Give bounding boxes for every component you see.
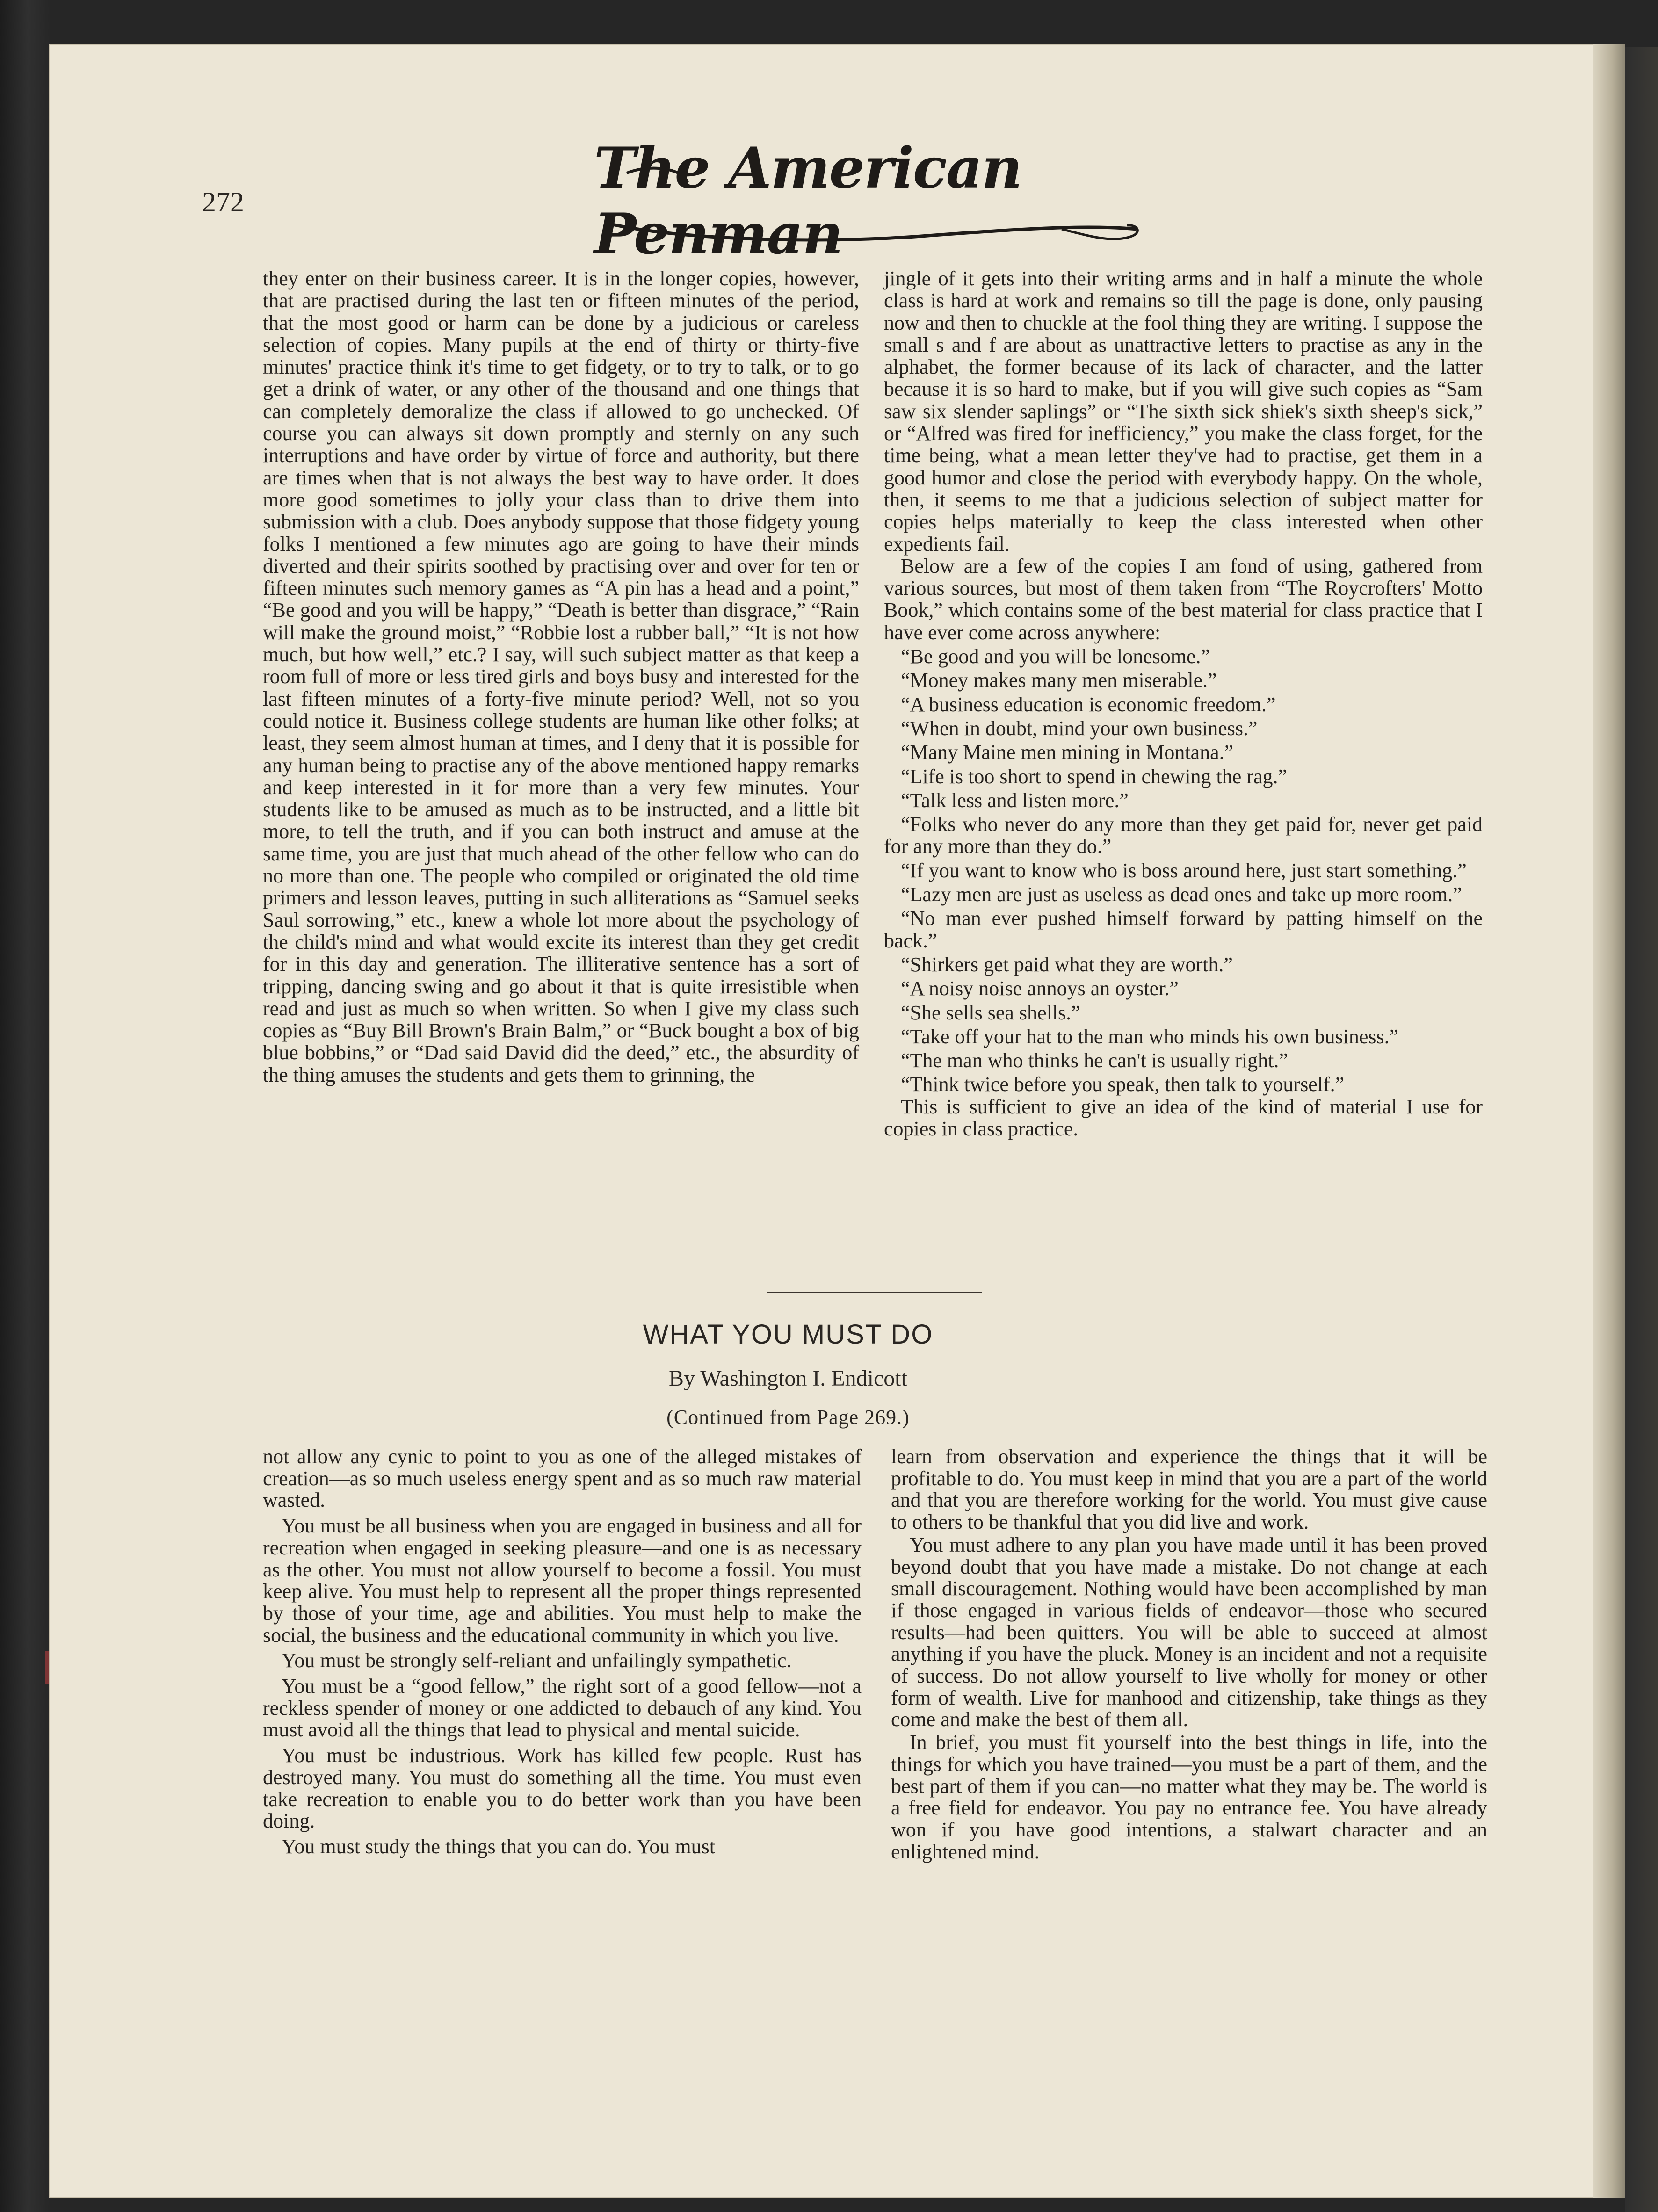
paragraph: You must be all business when you are engaged in business and all for recreation when engaged in seeking pleasure—and one is as necessary as the other. You must not allow yourself to become a fossil. You must keep alive. You must help to represent all the proper things represented by those of your time, age and abilities. You must help to make the social, the business and the educational community in which you live. bbox=[263, 1514, 862, 1647]
section-divider bbox=[767, 1292, 982, 1293]
article-title: WHAT YOU MUST DO bbox=[643, 1319, 934, 1350]
next-page-edge bbox=[1625, 47, 1658, 2212]
copy-quote: “A business education is economic freedom.” bbox=[901, 693, 1276, 716]
copy-quote: “If you want to know who is boss around here, just start something.” bbox=[901, 859, 1467, 882]
copy-quote: “No man ever pushed himself forward by patting himself on the back.” bbox=[884, 907, 1483, 952]
paragraph: You must be a “good fellow,” the right sort of a good fellow—not a reckless spender of money or one addicted to debauch of any kind. You must avoid all the things that lead to physical and mental suicide. bbox=[263, 1675, 862, 1742]
masthead-title: The American Penman bbox=[594, 135, 1021, 267]
paragraph: not allow any cynic to point to you as one of the alleged mistakes of creation—as so much useless energy spent and as so much raw material wasted. bbox=[263, 1445, 862, 1512]
paragraph: You must adhere to any plan you have made until it has been proved beyond doubt that you have made a mistake. Do not change at each small discouragement. Nothing would have been accomplished by man if those engaged in various fields of endeavor—those who secured results—had been quitters. You will be able to succeed at almost anything if you have the pluck. Money is an incident and not a requisite of success. Do not allow yourself to live wholly for money or other form of wealth. Live for manhood and citizenship, take things as they come and make the best of them all. bbox=[891, 1533, 1487, 1731]
paragraph: You must be industrious. Work has killed few people. Rust has destroyed many. You must do something all the time. You must even take recreation to enable you to do better work than you have been doing. bbox=[263, 1744, 862, 1833]
top-article-right-column bbox=[884, 267, 1483, 1140]
top-article-left-column bbox=[263, 267, 859, 1086]
copy-quote: “Think twice before you speak, then talk to yourself.” bbox=[901, 1073, 1345, 1096]
paragraph: In brief, you must fit yourself into the best things in life, into the things for which you have trained—you must be a part of them, and the best part of them if you can—no matter what they may be. The world is a free field for endeavor. You pay no entrance fee. You have already won if you have good intentions, a stalwart character and an enlightened mind. bbox=[891, 1731, 1487, 1863]
article-right-column bbox=[891, 1446, 1487, 1863]
copy-quote: “A noisy noise annoys an oyster.” bbox=[901, 977, 1179, 1000]
copy-quote: “Many Maine men mining in Montana.” bbox=[901, 741, 1234, 764]
paragraph: Below are a few of the copies I am fond of using, gathered from various sources, but most of them taken from “The Roycrofters' Motto Book,” which contains some of the best material for class practice that I have ever come across anywhere: bbox=[884, 554, 1483, 644]
copy-quote: “Lazy men are just as useless as dead ones and take up more room.” bbox=[901, 883, 1462, 906]
copy-quote: “Shirkers get paid what they are worth.” bbox=[901, 953, 1233, 976]
copy-quote: “Be good and you will be lonesome.” bbox=[901, 645, 1210, 668]
copy-quote: “Folks who never do any more than they get paid for, never get paid for any more than they do.” bbox=[884, 813, 1483, 858]
paragraph: learn from observation and experience the things that it will be profitable to do. You must keep in mind that you are a part of the world and that you are therefore working for the world. You must give cause to others to be thankful that you did live and work. bbox=[891, 1445, 1487, 1534]
copy-quote: “She sells sea shells.” bbox=[901, 1001, 1080, 1024]
paragraph: they enter on their business career. It is in the longer copies, however, that are practised during the last ten or fifteen minutes of the period, that the most good or harm can be done by a judicious or careless selection of copies. Many pupils at the end of thirty or thirty-five minutes' practice think it's time to get fidgety, or to try to talk, or to go get a drink of water, or any other of the thousand and one things that can completely demoralize the class if allowed to go unchecked. Of course you can always sit down promptly and sternly on any such interruptions and have order by virtue of force and authority, but there are times when that is not always the best way to have order. It does more good sometimes to jolly your class than to drive them into submission with a club. Does anybody suppose that those fidgety young folks I mentioned a few minutes ago are going to have their minds diverted and their spirits soothed by practising over and over for ten or fifteen minutes such memory games as “A pin has a head and a point,” “Be good and you will be happy,” “Death is better than disgrace,” “Rain will make the ground moist,” “Robbie lost a rubber ball,” “It is not how much, but how well,” etc.? I say, will such subject matter as that keep a room full of more or less tired girls and boys busy and interested for the last fifteen minutes of a forty-five minute period? Well, not so you could notice it. Business college students are human like other folks; at least, they seem almost human at times, and I deny that it is possible for any human being to practise any of the above mentioned happy remarks and keep interested in it for more than a very few minutes. Your students like to be amused as much as to be instructed, and a little bit more, to tell the truth, and if you can both instruct and amuse at the same time, you are just that much ahead of the other fellow who can do no more than one. The people who compiled or originated the old time primers and lesson leaves, putting in such alliterations as “Samuel seeks Saul sorrowing,” etc., knew a whole lot more about the psychology of the child's mind and what would excite its interest than they get credit for in this day and generation. The illiterative sentence has a sort of tripping, dancing swing and go about it that is quite irresistible when read and just as much so when written. So when I give my class such copies as “Buy Bill Brown's Brain Balm,” or “Buck bought a box of big blue bobbins,” or “Dad said David did the deed,” etc., the absurdity of the thing amuses the students and gets them to grinning, the bbox=[263, 267, 859, 1086]
paragraph: This is sufficient to give an idea of the kind of material I use for copies in class practice. bbox=[884, 1095, 1483, 1140]
copy-quote: “Talk less and listen more.” bbox=[901, 788, 1129, 812]
page-number: 272 bbox=[202, 187, 244, 217]
paragraph: You must study the things that you can do. You must bbox=[282, 1835, 715, 1858]
article-left-column bbox=[263, 1446, 862, 1858]
paragraph: jingle of it gets into their writing arms and in half a minute the whole class is hard at work and remains so till the page is done, only pausing now and then to chuckle at the fool thing they are writing. I suppose the small s and f are about as unattractive letters to practise as any in the alphabet, the former because of its lack of character, and the latter because it is so hard to make, but if you will give such copies as “Sam saw six slender saplings” or “The sixth sick shiek's sixth sheep's sick,” or “Alfred was fired for inefficiency,” you make the class forget, for the time being, what a mean letter they've had to practise, get them in a good humor and close the period with everybody happy. On the whole, then, it seems to me that a judicious selection of subject matter for copies helps materially to keep the class interested when other expedients fail. bbox=[884, 267, 1483, 556]
copy-quote: “Take off your hat to the man who minds his own business.” bbox=[901, 1025, 1399, 1048]
page-gutter-shadow bbox=[1593, 44, 1625, 2198]
article-byline: By Washington I. Endicott bbox=[669, 1366, 907, 1391]
paragraph: You must be strongly self-reliant and unfailingly sympathetic. bbox=[282, 1649, 792, 1672]
copy-quote: “Money makes many men miserable.” bbox=[901, 669, 1217, 692]
copy-quote: “Life is too short to spend in chewing the rag.” bbox=[901, 765, 1288, 788]
continued-note: (Continued from Page 269.) bbox=[666, 1406, 910, 1429]
masthead-logo bbox=[594, 135, 1155, 267]
copy-quote: “The man who thinks he can't is usually right.” bbox=[901, 1049, 1288, 1072]
copy-quote: “When in doubt, mind your own business.” bbox=[901, 716, 1258, 740]
